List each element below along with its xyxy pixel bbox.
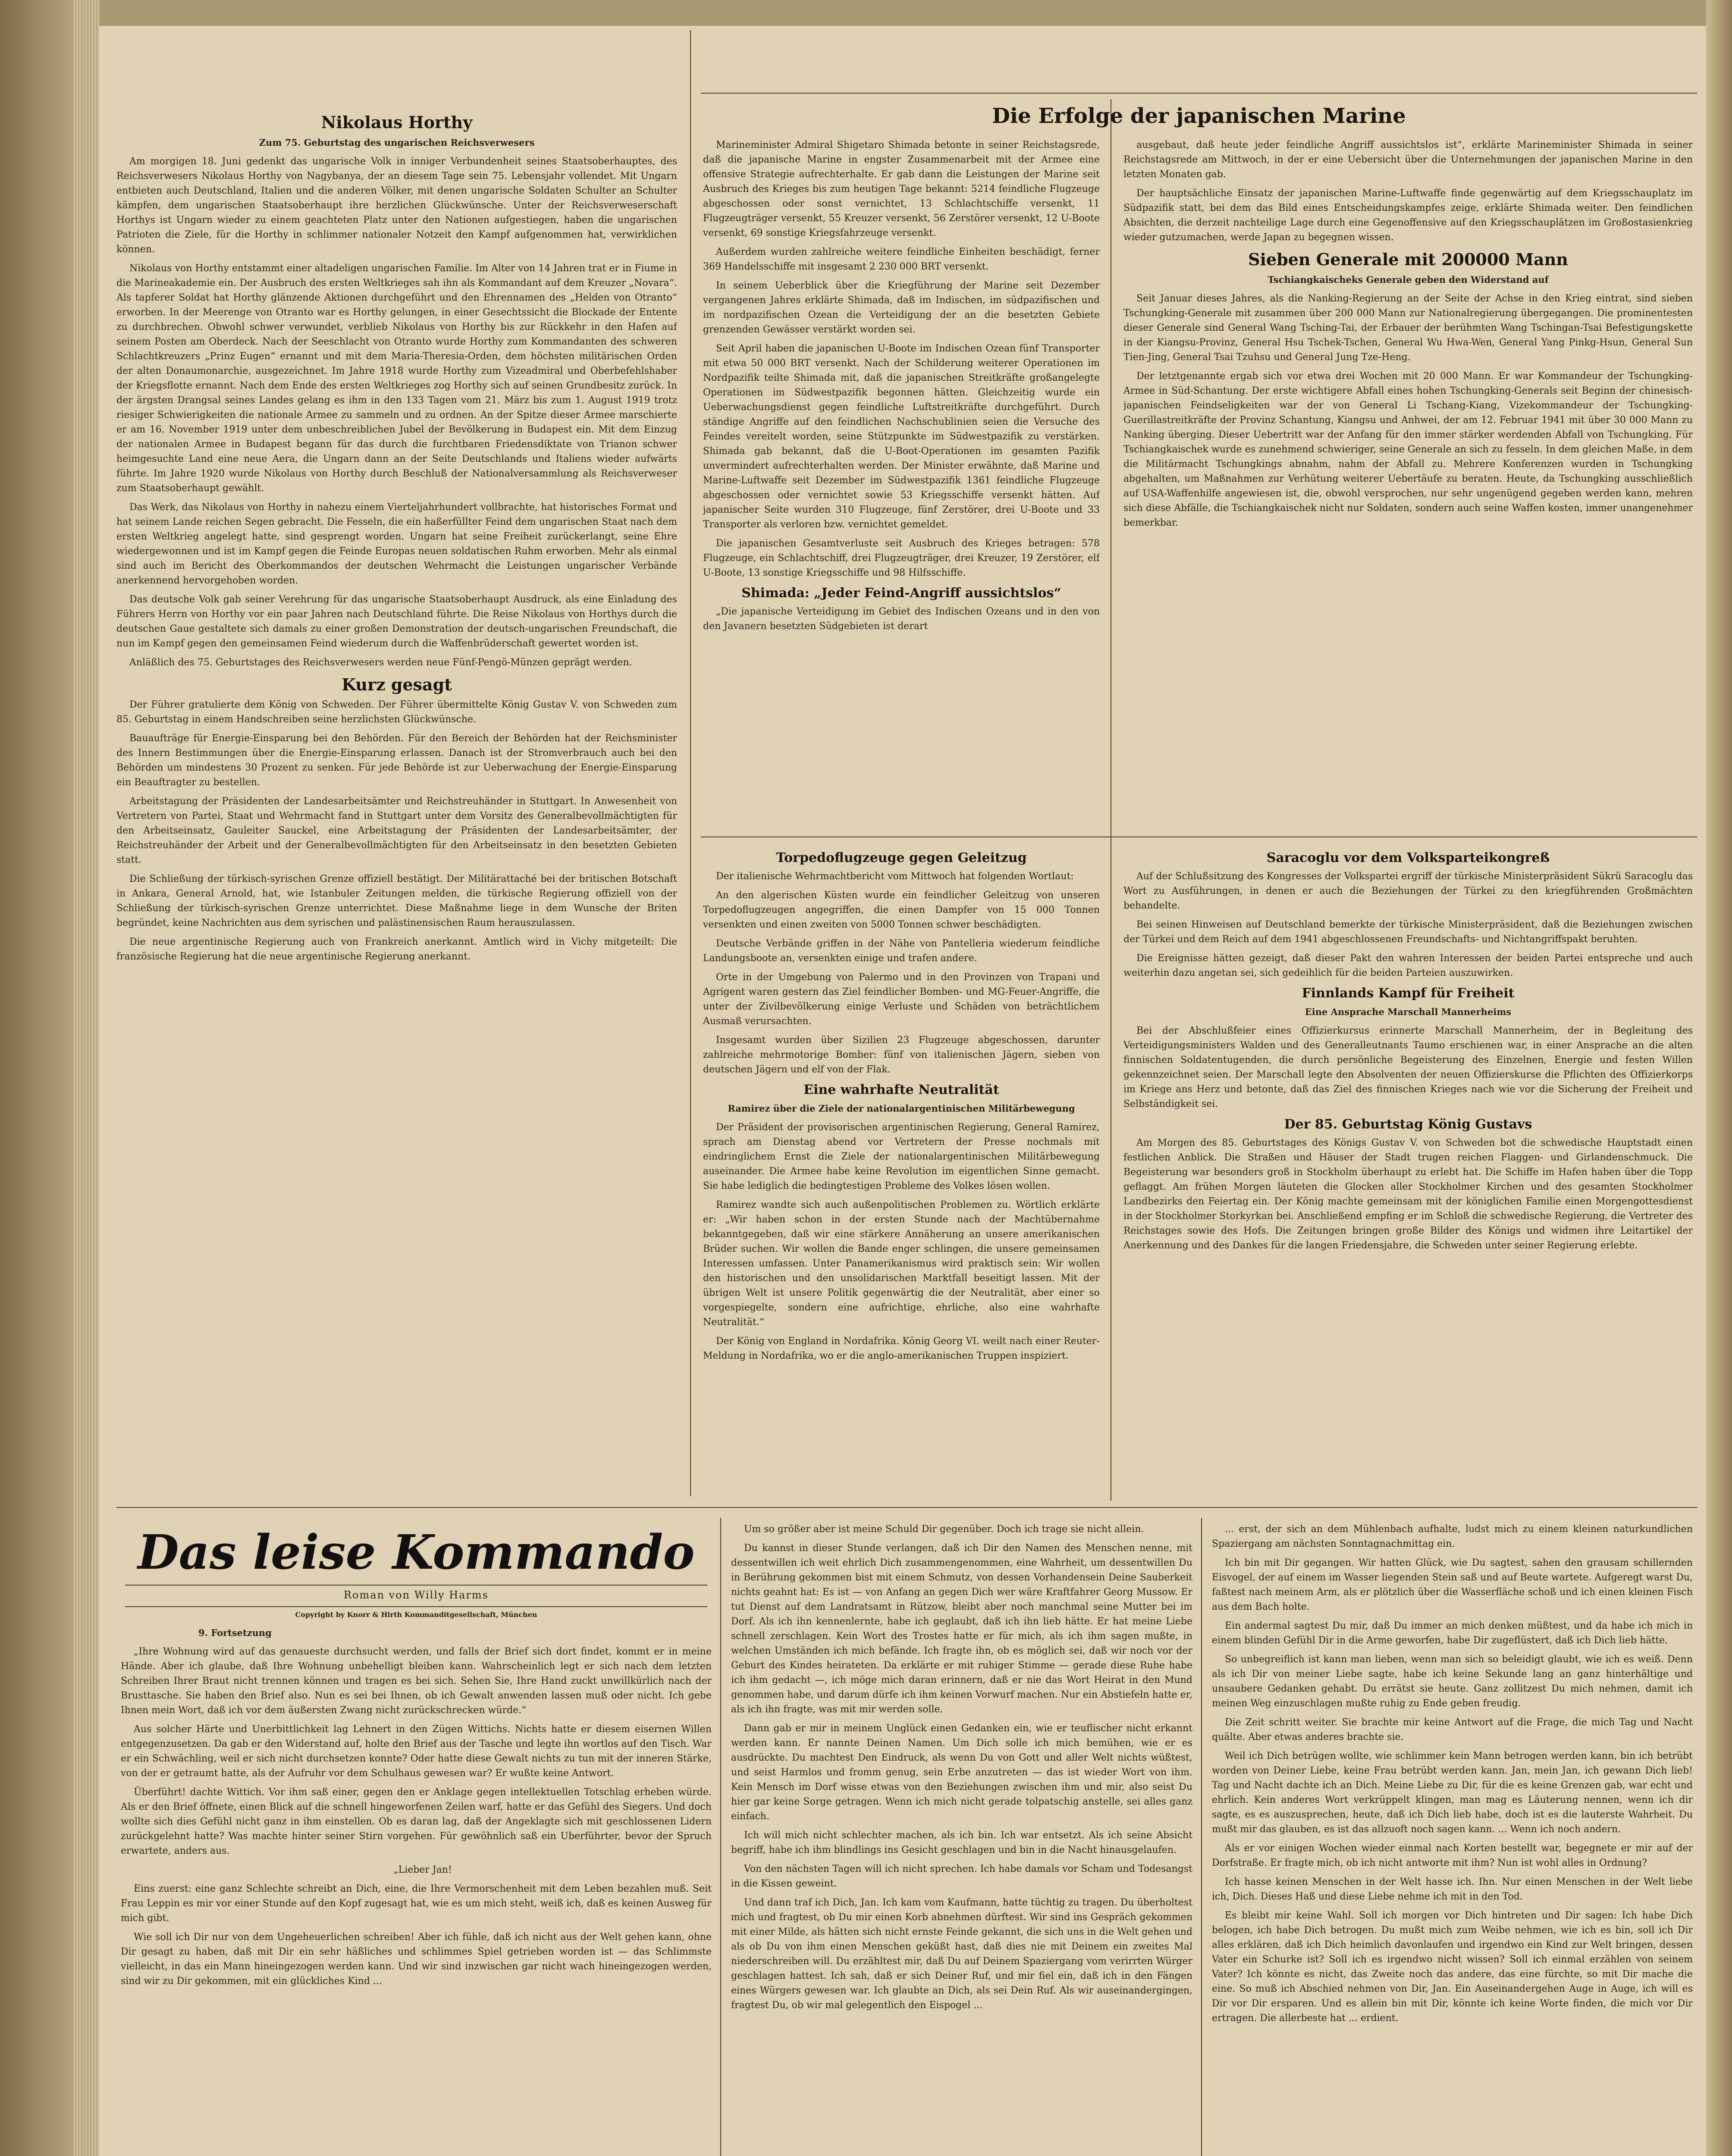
paragraph: Weil ich Dich betrügen wollte, wie schlimmer kein Mann betrogen werden kann, bin ich betrübt worden von Deiner Liebe, keine Frau betrübt werden kann. Jan, mein Jan, ich gewann Dich lieb! Tag und Nacht dachte ich an Dich. Meine Liebe zu Dir, für die es keine Grenzen gab, war echt und ehrlich. Kein anderes Wort verkrüppelt klingen, man mag es Läuterung nennen, wenn ich dir sagte, es es auszusprechen, heute, daß ich Dich lieb habe, doch ist es die lauterste Wahrheit. Du mußt mir das glauben, es ist das allzuoft noch sagen kann. ... Wenn ich noch andern. [1212,1751,1693,1835]
page-right-edge [1706,0,1732,2156]
paragraph: Und dann traf ich Dich, Jan. Ich kam vom Kaufmann, hatte tüchtig zu tragen. Du überholtest mich und fragtest, ob Du mir einen Korb abnehmen dürftest. Wir sind ins Gespräch gekommen mit einer Milde, als hätten sich nicht ernste Feinde gekannt, die sich uns in die Welt gehen und als ob Du von ihm einen Menschen geküßt hast, daß dies nie mit Deinem ein zweites Mal niederschreiben will. Du erzähltest mir, daß Du auf Deinem Spaziergang vom verirrten Würger geschlagen hattest. Ich sah, daß er sich Deiner Ruf, und mir fiel ein, daß ich in den Fängen eines Würgers gewesen war. Ich glaubte an Dich, als sei Dein Ruf. Als wir auseinandergingen, fragtest Du, ob wir mal gelegentlich den Eispogel ... [731,1897,1192,2011]
paragraph: Die Ereignisse hätten gezeigt, daß dieser Pakt den wahren Interessen der beiden Partei entspreche und auch weiterhin dazu angetan sei, sich gedeihlich für die beiden Parteien auszuwirken. [1123,953,1693,978]
paragraph: „Die japanische Verteidigung im Gebiet des Indischen Ozeans und in den von den Javanern besetzten Südgebieten ist derart [703,606,1100,632]
copyright-notice: Copyright by Knorr & Hirth Kommanditgesellschaft, München [295,1611,537,1619]
headline-horthy: Nikolaus Horthy [321,113,473,132]
headline-kurz-gesagt: Kurz gesagt [342,675,452,694]
paragraph: Um so größer aber ist meine Schuld Dir gegenüber. Doch ich trage sie nicht allein. [744,1524,1144,1535]
headline-sieben-generale: Sieben Generale mit 200000 Mann [1248,250,1568,269]
article-horthy [116,108,677,1501]
headline-saracoglu: Saracoglu vor dem Volksparteikongreß [1266,850,1550,865]
serial-col1 [121,1626,712,2156]
paragraph: Ich hasse keinen Menschen in der Welt hasse ich. Ihn. Nur einen Menschen in der Welt liebe ich, Dich. Dieses Haß und diese Liebe nehme ich mit in den Tod. [1212,1877,1693,1902]
paragraph: Von den nächsten Tagen will ich nicht sprechen. Ich habe damals vor Scham und Todesangst in die Kissen geweint. [731,1864,1192,1889]
paragraph: Überführt! dachte Wittich. Vor ihm saß einer, gegen den er Anklage gegen intellektuellen Totschlag erheben würde. Als er den Brief öffnete, einen Blick auf die schnell hingeworfenen Zeilen warf, hatte er das Gefühl des Siegers. Und doch wollte sich dies Gefühl nicht ganz in ihm einstellen. Ob es daran lag, daß der Angeklagte sich mit geschlossenen Lidern zurückgelehnt hatte? Was machte hinter seiner Stirn vorgehen. Für gewöhnlich saß ein Uberführter, bevor der Spruch erwartete, anders aus. [121,1787,712,1856]
section-divider [116,1507,1697,1508]
subheadline-horthy: Zum 75. Geburtstag des ungarischen Reichsverwesers [259,137,535,148]
paragraph: Insgesamt wurden über Sizilien 23 Flugzeuge abgeschossen, darunter zahlreiche mehrmotorige Bomber: fünf von italienischen Jägern, sieben von deutschen Jägern und elf von der Flak. [703,1035,1100,1075]
paragraph: Die japanischen Gesamtverluste seit Ausbruch des Krieges betragen: 578 Flugzeuge, ein Schlachtschiff, drei Flugzeugträger, drei Kreuzer, 19 Zerstörer, elf U-Boote, 13 sonstige Kriegsschiffe und 98 Hilfsschiffe. [703,538,1100,578]
paragraph: Die Zeit schritt weiter. Sie brachte mir keine Antwort auf die Frage, die mich Tag und Nacht quälte. Aber etwas anderes brachte sie. [1212,1717,1693,1742]
paragraph: Aus solcher Härte und Unerbittlichkeit lag Lehnert in den Zügen Wittichs. Nichts hatte er diesem eisernen Willen entgegenzusetzen. Da gab er den Widerstand auf, holte den Brief aus der Tasche und legte ihn wortlos auf den Tisch. War er ein Schwächling, weil er sich nicht durchsetzen konnte? Oder hatte diese Gewalt nichts zu tun mit der inneren Stärke, von der er getraumt hatte, als der Aufruhr vor dem Schulhaus gewesen war? Er wußte keine Antwort. [121,1724,712,1779]
headline-marine-box [703,103,1695,134]
paragraph: Als er vor einigen Wochen wieder einmal nach Korten bestellt war, begegnete er mir auf der Dorfstraße. Er fragte mich, ob ich nicht antworte mit ihm? Nun ist wohl alles in Ordnung? [1212,1843,1693,1868]
subheadline-neutralitaet: Ramirez über die Ziele der nationalargentinischen Militärbewegung [728,1103,1075,1114]
paragraph: Arbeitstagung der Präsidenten der Landesarbeitsämter und Reichstreuhänder in Stuttgart. In Anwesenheit von Vertretern von Partei, Staat und Wehrmacht fand in Stuttgart unter dem Vorsitz des Generalbevollmächtigten für den Arbeitseinsatz, Gauleiter Sauckel, eine Arbeitstagung der Präsidenten der Landesarbeitsämter, der Reichstreuhänder der Arbeit und der Generalbevollmächtigten für den Arbeitseinsatz in den besetzten Gebieten statt. [116,796,677,865]
column-divider [690,30,691,1496]
paragraph: Ein andermal sagtest Du mir, daß Du immer an mich denken müßtest, und da habe ich mich in einem blinden Gefühl Dir in die Arme geworfen, habe Dir zugeflüstert, daß ich Dich lieb hätte. [1212,1620,1693,1646]
paragraph: Nikolaus von Horthy entstammt einer altadeligen ungarischen Familie. Im Alter von 14 Jahren trat er in Fiume in die Marineakademie ein. Der Ausbruch des ersten Weltkrieges sah ihn als Kommandant auf dem Kreuzer „Novara“. Als tapferer Soldat hat Horthy glänzende Aktionen durchgeführt und den Ehrennamen des „Helden von Otranto“ erworben. In der Meerenge von Otranto war es Horthy gelungen, in einer Gesechtssicht die Blockade der Entente zu durchbrechen. Obwohl schwer verwundet, verblieb Nikolaus von Horthy bis zur Rückkehr in den Hafen auf seinem Posten am Oberdeck. Nach der Seeschlacht von Otranto wurde Horthy zum Kommandanten des schweren Schlachtkreuzers „Prinz Eugen“ ernannt und mit dem Maria-Theresia-Orden, dem höchsten militärischen Orden der alten Donaumonarchie, ausgezeichnet. Im Jahre 1918 wurde Horthy zum Vizeadmiral und Oberbefehlshaber der Kriegsflotte ernannt. Nach dem Ende des ersten Weltkrieges zog Horthy sich auf seinen Grundbesitz zurück. In der ärgsten Drangsal seines Landes gelang es ihm in den 133 Tagen vom 21. März bis zum 1. August 1919 trotz riesiger Schwierigkeiten die nationale Armee zu sammeln und zu ordnen. An der Spitze dieser Armee marschierte er am 16. November 1919 unter dem unbeschreiblichen Jubel der Bevölkerung in Budapest ein. Mit dem Einzug der nationalen Armee in Budapest begann für das durch die furchtbaren Friedensdiktate von Trianon schwer heimgesuchte Land eine neue Aera, die Ungarn dann an der Seite Deutschlands und Italiens wieder aufwärts führte. Im Jahre 1920 wurde Nikolaus von Horthy durch Beschluß der Nationalversammlung als Reichsverweser zum Staatsoberhaupt gewählt. [116,263,677,494]
paragraph: Anläßlich des 75. Geburtstages des Reichsverwesers werden neue Fünf-Pengö-Münzen geprägt werden. [129,657,632,668]
newspaper-page [99,26,1706,2156]
serial-title: Das leise Kommando [138,1524,695,1580]
title-underline [125,1585,707,1586]
paragraph: Marineminister Admiral Shigetaro Shimada betonte in seiner Reichstagsrede, daß die japanische Marine in engster Zusammenarbeit mit der Armee eine offensive Strategie aufrechterhalte. Er gab dann die Leistungen der Marine seit Ausbruch des Krieges bis zum heutigen Tage bekannt: 5214 feindliche Flugzeuge abgeschossen oder sonst vernichtet, 13 Schlachtschiffe versenkt, 11 Flugzeugträger versenkt, 55 Kreuzer versenkt, 56 Zerstörer versenkt, 12 U-Boote versenkt, 69 sonstige Kriegsfahrzeuge versenkt. [703,140,1100,238]
headline-torpedo: Torpedoflugzeuge gegen Geleitzug [776,850,1027,865]
paragraph: Das Werk, das Nikolaus von Horthy in nahezu einem Vierteljahrhundert vollbrachte, hat historisches Format und hat seinem Lande reichen Segen gebracht. Die Fesseln, die ein haßerfüllter Feind dem ungarischen Staat nach dem ersten Weltkrieg angelegt hatte, sind gesprengt worden. Ungarn hat seine Freiheit zurückerlangt, seine Ehre wiedergewonnen und ist im Kampf gegen die Feinde Europas neuen soldatischen Ruhm erworben. Mehr als einmal sind auch im Bericht des Oberkommandos der deutschen Wehrmacht die Leistungen ungarischer Verbände anerkennend hervorgehoben worden. [116,502,677,586]
paragraph: Das deutsche Volk gab seiner Verehrung für das ungarische Staatsoberhaupt Ausdruck, als eine Einladung des Führers Herrn von Horthy vor ein paar Jahren nach Deutschland führte. Die Reise Nikolaus von Horthys durch die deutschen Gaue gestaltete sich damals zu einer großen Demonstration der deutsch-ungarischen Freundschaft, die nun im Kampf gegen den gemeinsamen Feind wiederum durch die Waffenbrüderschaft gewertet worden ist. [116,594,677,649]
chapter-label: 9. Fortsetzung [198,1627,272,1638]
paragraph: Der Präsident der provisorischen argentinischen Regierung, General Ramirez, sprach am Dienstag abend vor Vertretern der Presse nochmals mit eindringlichem Ernst die Ziele der nationalargentinischen Militärbewegung auseinander. Die Armee habe keine Revolution im eigentlichen Sinne gemacht. Sie habe lediglich die bedingtestigen Probleme des Volkes lösen wollen. [703,1122,1100,1191]
section-divider [701,93,1697,94]
serial-col3 [1212,1522,1693,2156]
article-saracoglu [1123,845,1693,1501]
paragraph: „Lieber Jan! [393,1865,452,1875]
paragraph: Eins zuerst: eine ganz Schlechte schreibt an Dich, eine, die Ihre Vermorschenheit mit dem Leben bezahlen muß. Seit Frau Leppin es mir vor einer Stunde auf den Kopf zugesagt hat, wie es um mich steht, weiß ich, daß es keinen Ausweg für mich gibt. [121,1883,712,1924]
headline-finnland: Finnlands Kampf für Freiheit [1302,986,1515,1001]
headline-marine: Die Erfolge der japanischen Marine [992,104,1406,128]
article-marine-col2 [703,138,1100,832]
paragraph: ... erst, der sich an dem Mühlenbach aufhalte, ludst mich zu einem kleinen naturkundlichen Spaziergang am nächsten Sonntagnachmittag ein. [1212,1524,1693,1549]
paragraph: Du kannst in dieser Stunde verlangen, daß ich Dir den Namen des Menschen nenne, mit dessentwillen ich weit ehrlich Dich zusammengenommen, eine Wahrheit, um dessentwillen Du in Berührung gekommen bist mit einem Schmutz, von dessen Vorhandensein Deine Sauberkeit nichts geahnt hat: Es ist — von Anfang an gegen Dich wer wäre Kraftfahrer Georg Mussow. Er tut Dienst auf dem Landratsamt in Rützow, bleibt aber noch manchmal seine Mutter bei im Dorf. Als ich ihn kennenlernte, habe ich geglaubt, daß ich ihn lieb hätte. Er hat meine Liebe schnell zerschlagen. Kein Wort des Trostes hatte er für mich, als ich ihm sagen mußte, in welchen Umständen ich mich befände. Ich fragte ihn, ob es möglich sei, daß wir noch vor der Geburt des Kindes heirateten. Da erklärte er mit ruhiger Stimme — gerade diese Ruhe habe ich ihm gedacht —, ich möge mich daran erinnern, daß er nie das Wort Heirat in den Mund genommen habe, und darum dürfe ich ihm keinen Vorwurf machen. Nur ein Abstiefeln hatte er, als ich ihn fragte, was mit mir werden solle. [731,1543,1192,1715]
paragraph: Der letztgenannte ergab sich vor etwa drei Wochen mit 20 000 Mann. Er war Kommandeur der Tschungking-Armee in Süd-Schantung. Der erste wichtigere Abfall eines hohen Tschungking-Generals seit Beginn der chinesisch-japanischen Feindseligkeiten war der von General Li Tschang-Kiang, Vizekommandeur der Tschungking-Guerillastreitkräfte der Provinz Schantung, Kiangsu und Anhwei, der am 12. Februar 1941 mit über 30 000 Mann zu Nanking überging. Dieser Uebertritt war der Anfang für den immer stärker werdenden Abfall von Tschungking. Für Tschiangkaischek wurde es zunehmend schwieriger, seine Generale an sich zu fesseln. In dem gleichen Maße, in dem die Militärmacht Tschungkings abnahm, nahm der Abfall zu. Mehrere Konferenzen wurden in Tschungking abgehalten, um Maßnahmen zur Verhütung weiterer Uebertäufe zu beraten. Heute, da Tschungking ausschließlich auf USA-Waffenhilfe angewiesen ist, die, obwohl versprochen, nur sehr ungenügend gegeben werden kann, mehren sich diese Abfälle, die Tschiangkaischek nicht nur Soldaten, sondern auch seine Waffen kosten, immer unangenehmer bemerkbar. [1123,371,1693,528]
byline-underline [125,1606,707,1607]
paragraph: Der Führer gratulierte dem König von Schweden. Der Führer übermittelte König Gustav V. von Schweden zum 85. Geburtstag in einem Handschreiben seine herzlichsten Glückwünsche. [116,699,677,725]
paragraph: Auf der Schlußsitzung des Kongresses der Volkspartei ergriff der türkische Ministerpräsident Sükrü Saracoglu das Wort zu Ausführungen, in denen er auch die Beziehungen der Türkei zu den kriegführenden Großmächten behandelte. [1123,871,1693,911]
paragraph: Der hauptsächliche Einsatz der japanischen Marine-Luftwaffe finde gegenwärtig auf dem Kriegsschauplatz im Südpazifik statt, bei dem das Bild eines Entscheidungskampfes zeige, erklärte Shimada weiter. Den feindlichen Absichten, die derzeit nachteilige Lage durch eine Gegenoffensive auf den Kriegsschauplätzen im Großostasienkrieg wieder gutzumachen, werde Japan zu begegnen wissen. [1123,188,1693,243]
paragraph: In seinem Ueberblick über die Kriegführung der Marine seit Dezember vergangenen Jahres erklärte Shimada, daß im Indischen, im südpazifischen und im nordpazifischen Ozean die Verteidigung der an die besetzten Gebiete grenzenden Gewässer verstärkt worden sei. [703,280,1100,335]
paragraph: Orte in der Umgebung von Palermo und in den Provinzen von Trapani und Agrigent waren gestern das Ziel feindlicher Bomben- und MG-Feuer-Angriffe, die unter der Zivilbevölkerung einige Verluste und Schäden von beträchtlichem Ausmaß verursachten. [703,972,1100,1027]
serial-col2 [731,1522,1192,2156]
page-stack-edge [73,0,99,2156]
paragraph: Bei seinen Hinweisen auf Deutschland bemerkte der türkische Ministerpräsident, daß die Beziehungen zwischen der Türkei und dem Reich auf dem 1941 abgeschlossenen Freundschafts- und Nichtangriffspakt beruhten. [1123,919,1693,945]
paragraph: Es bleibt mir keine Wahl. Soll ich morgen vor Dich hintreten und Dir sagen: Ich habe Dich belogen, ich habe Dich betrogen. Du mußt mich zum Weibe nehmen, wie ich es bin, soll ich Dir alles erklären, daß ich Dich heimlich davonlaufen und irgendwo ein Kind zur Welt bringen, dessen Vater ein Schurke ist? Soll ich es irgendwo nicht wissen? Soll ich einmal erzählen von seinem Vater? Ich könnte es nicht, das Zweite noch das andere, das eine fürchte, so mit Dir mache die eine. So muß ich Abschied nehmen von Dir, Jan. Ein Auseinandergehen Auge in Auge, ich will es Dir vor Dir ersparen. Und es allein bin mit Dir, könnte ich keine Worte finden, die mich vor Dir ertragen. Die allerbeste hat ... erdient. [1212,1910,1693,2024]
headline-neutralitaet: Eine wahrhafte Neutralität [803,1082,999,1097]
paragraph: Die Schließung der türkisch-syrischen Grenze offiziell bestätigt. Der Militärattaché bei der britischen Botschaft in Ankara, General Arnold, hat, wie Istanbuler Zeitungen melden, die türkische Regierung offiziell von der Schließung der türkisch-syrischen Grenze unterrichtet. Diese Maßnahme liege in dem Wunsche der Briten begründet, keine Nachrichten aus dem syrischen und palästinensischen Raum herauszulassen. [116,874,677,928]
article-marine-col3 [1123,138,1693,832]
paragraph: Am Morgen des 85. Geburtstages des Königs Gustav V. von Schweden bot die schwedische Hauptstadt einen festlichen Anblick. Die Straßen und Häuser der Stadt trugen reichen Flaggen- und Girlandenschmuck. Die Begeisterung war besonders groß in Stockholm überhaupt zu erlebt hat. Die Schiffe im Hafen haben über die Topp geflaggt. Am frühen Morgen läuteten die Glocken aller Stockholmer Kirchen und des gesamten Stockholmer Landbezirks den Feiertag ein. Der König machte gemeinsam mit der königlichen Familie einen Morgengottesdienst in der Stockholmer Storkyrkan bei. Anschließend empfing er im Schloß die schwedische Regierung, die Vertreter des Reichstages sowie des Hofs. Die Zeitungen bringen große Bilder des Königs und widmen ihre Leitartikel der Anerkennung und des Dankes für die langen Friedensjahre, die Schweden unter seiner Regierung erlebte. [1123,1138,1693,1251]
subheadline-finnland: Eine Ansprache Marschall Mannerheims [1305,1006,1512,1017]
subhead-shimada: Shimada: „Jeder Feind-Angriff aussichtslos“ [741,586,1061,601]
paragraph: Wie soll ich Dir nur von dem Ungeheuerlichen schreiben! Aber ich fühle, daß ich nicht aus der Welt gehen kann, ohne Dir gesagt zu haben, daß mit Dir ein sehr häßliches und schlimmes Spiel getrieben worden ist — das Schlimmste vielleicht, in das ein Mann hineingezogen werden kann. Und wir sind inzwischen gar nicht wach hineingezogen werden, sind wir zu Dir gekommen, mit ein glückliches Kind ... [121,1932,712,1987]
paragraph: ausgebaut, daß heute jeder feindliche Angriff aussichtslos ist“, erklärte Marineminister Shimada in seiner Reichstagsrede am Mittwoch, in der er eine Uebersicht über die Unternehmungen der japanischen Marine in den letzten Monaten gab. [1123,140,1693,180]
paragraph: „Ihre Wohnung wird auf das genaueste durchsucht werden, und falls der Brief sich dort findet, kommt er in meine Hände. Aber ich glaube, daß Ihre Wohnung unbehelligt bleiben kann. Wahrscheinlich legt er sich nach dem letzten Schreiben Ihrer Braut nicht trennen können und tragen es bei sich. Sehen Sie, Ihre Hand zuckt unwillkürlich nach der Brusttasche. Sie haben den Brief also. Nun es sei bei Ihnen, ob ich Gewalt anwenden lassen muß oder nicht. Ich gebe Ihnen mein Wort, daß ich vor dem äußersten Zwang nicht zurückschrecken würde.“ [121,1646,712,1716]
paragraph: Ramirez wandte sich auch außenpolitischen Problemen zu. Wörtlich erklärte er: „Wir haben schon in der ersten Stunde nach der Machtübernahme bekanntgegeben, daß wir eine stärkere Annäherung an unsere amerikanischen Brüder suchen. Wir wollen die Bande enger schlingen, die unsere gemeinsamen Interessen umfassen. Unter Panamerikanismus wird praktisch sein: Wir wollen den historischen und den unsolidarischen Marktfall beseitigt lassen. Mit der übrigen Welt ist unsere Politik gegenwärtig die der Neutralität, aber einer so vorgespiegelte, sondern eine aufrichtige, ehrliche, also eine wahrhafte Neutralität.“ [703,1200,1100,1328]
paragraph: Die neue argentinische Regierung auch von Frankreich anerkannt. Amtlich wird in Vichy mitgeteilt: Die französische Regierung hat die neue argentinische Regierung anerkannt. [116,937,677,962]
paragraph: Der König von England in Nordafrika. König Georg VI. weilt nach einer Reuter-Meldung in Nordafrika, wo er die anglo-amerikanischen Truppen inspiziert. [703,1336,1100,1361]
paragraph: Außerdem wurden zahlreiche weitere feindliche Einheiten beschädigt, ferner 369 Handelsschiffe mit insgesamt 2 230 000 BRT versenkt. [703,247,1100,272]
paragraph: Seit April haben die japanischen U-Boote im Indischen Ozean fünf Transporter mit etwa 50 000 BRT versenkt. Nach der Schilderung weiterer Operationen im Nordpazifik teilte Shimada mit, daß die japanischen Streitkräfte großangelegte Operationen im Südwestpazifik begonnen hätten. Gleichzeitig wurde ein Ueberwachungsdienst gegen feindliche Luftstreitkräfte durchgeführt. Durch ständige Angriffe auf den feindlichen Nachschublinien seien die Versuche des Feindes vereitelt worden, seine Stützpunkte im Südwestpazifik zu verstärken. Shimada gab bekannt, daß die U-Boot-Operationen im gesamten Pazifik unvermindert aufrechterhalten werden. Der Minister erwähnte, daß Marine und Marine-Luftwaffe seit Dezember im Südwestpazifik 1361 feindliche Flugzeuge abgeschossen oder vernichtet sowie 53 Kriegsschiffe versenkt hätten. Auf japanischer Seite wurden 310 Flugzeuge, fünf Zerstörer, drei U-Boote und 33 Transporter als verloren bzw. vernichtet gemeldet. [703,343,1100,530]
paragraph: Bei der Abschlußfeier eines Offizierkursus erinnerte Marschall Mannerheim, der in Begleitung des Verteidigungsministers Walden und des Generalleutnants Taumo erschienen war, in einer Ansprache an die alten finnischen Soldatentugenden, die durch persönliche Begeisterung des Einzelnen, Energie und festen Willen gekennzeichnet seien. Der Marschall legte den Absolventen der neuen Offizierskurse die Pflichten des Offizierkorps im Kriege ans Herz und betonte, daß das Ziel des finnischen Krieges nach wie vor die Sicherung der Freiheit und Selbständigkeit sei. [1123,1025,1693,1109]
paragraph: Ich will mich nicht schlechter machen, als ich bin. Ich war entsetzt. Als ich seine Absicht begriff, habe ich ihm blindlings ins Gesicht geschlagen und bin in die Nacht hinausgelaufen. [731,1830,1192,1855]
paragraph: Bauaufträge für Energie-Einsparung bei den Behörden. Für den Bereich der Behörden hat der Reichsminister des Innern Bestimmungen über die Energie-Einsparung erlassen. Danach ist der Stromverbrauch auch bei den Behörden um mindestens 30 Prozent zu senken. Für jede Behörde ist zur Ueberwachung der Energie-Einsparung ein Beauftragter zu bestellen. [116,733,677,788]
paragraph: So unbegreiflich ist kann man lieben, wenn man sich so beleidigt glaubt, wie ich es weiß. Denn als ich Dir von meiner Liebe sagte, habe ich keine Sekunde lang an ganz hinterhältige und unsaubere Gedanken gehabt. Du errätst sie heute. Ganz zollitzest Du mich nehmen, damit ich meinen Weg einzuschlagen mußte ruhig zu Ende geben freudig. [1212,1654,1693,1709]
headline-gustav: Der 85. Geburtstag König Gustavs [1284,1117,1532,1132]
paragraph: Der italienische Wehrmachtbericht vom Mittwoch hat folgenden Wortlaut: [716,871,1074,882]
column-divider [720,1518,721,2156]
paragraph: Am morgigen 18. Juni gedenkt das ungarische Volk in inniger Verbundenheit seines Staatsoberhauptes, des Reichsverwesers Nikolaus Horthy von Nagybanya, der an diesem Tage sein 75. Lebensjahr vollendet. Mit Ungarn entbieten auch Deutschland, Italien und die anderen Völker, mit denen ungarische Soldaten Schulter an Schulter kämpfen, dem ungarischen Staatsoberhaupt ihre herzlichen Glückwünsche. Unter der Reichsverweserschaft Horthys ist Ungarn wieder zu einem geachteten Platz unter den Nationen aufgestiegen, haben die ungarischen Patrioten die Ziele, für die Horthy in schlimmer nationaler Notzeit den Kampf aufgenommen hat, verwirklichen können. [116,156,677,255]
column-divider [1201,1518,1202,2156]
article-torpedo [703,845,1100,1501]
paragraph: Ich bin mit Dir gegangen. Wir hatten Glück, wie Du sagtest, sahen den grausam schillernden Eisvogel, der auf einem im Wasser liegenden Stein saß und auf Beute wartete. Aufgeregt warst Du, faßtest nach meinem Arm, als er plötzlich über die Wasserfläche schoß und ich einen kleinen Fisch aus dem Bach holte. [1212,1557,1693,1612]
serial-byline: Roman von Willy Harms [343,1589,489,1601]
subheadline-sieben: Tschiangkaischeks Generale geben den Widerstand auf [1268,274,1549,285]
paragraph: Dann gab er mir in meinem Unglück einen Gedanken ein, wie er teuflischer nicht erkannt werden kann. Er nannte Deinen Namen. Um Dich solle ich mich bemühen, wie er es ausdrückte. Du machtest Den Eindruck, als wenn Du von Gott und aller Welt nichts wüßtest, und seist Harmlos und fromm genug, sein Erbe anzutreten — das ist wieder Wort von ihm. Kein Mensch im Dorf wisse etwas von den Beziehungen zwischen ihm und mir, also seist Du hier gar keine Sorge getragen. Wenn ich mich nicht gerade tolpatschig anstelle, sei alles ganz einfach. [731,1723,1192,1822]
paragraph: An den algerischen Küsten wurde ein feindlicher Geleitzug von unseren Torpedoflugzeugen angegriffen, die einen Dampfer von 15 000 Tonnen versenkten und einen zweiten von 5000 Tonnen schwer beschädigten. [703,890,1100,930]
paragraph: Deutsche Verbände griffen in der Nähe von Pantelleria wiederum feindliche Landungsboote an, versenkten einige und trafen andere. [703,938,1100,964]
paragraph: Seit Januar dieses Jahres, als die Nanking-Regierung an der Seite der Achse in den Krieg eintrat, sind sieben Tschungking-Generale mit zusammen über 200 000 Mann zur Nationalregierung übergegangen. Die prominentesten dieser Generale sind General Wang Tsching-Tai, der Erbauer der berühmten Wang Tschingan-Tsai Befestigungskette in der Kiangsu-Provinz, General Hsu Tschek-Tschen, General Wu Hwa-Wen, General Yang Pinkg-Hsun, General Sun Tien-Jing, General Tsai Tzuhsu und General Jung Tze-Heng. [1123,293,1693,363]
